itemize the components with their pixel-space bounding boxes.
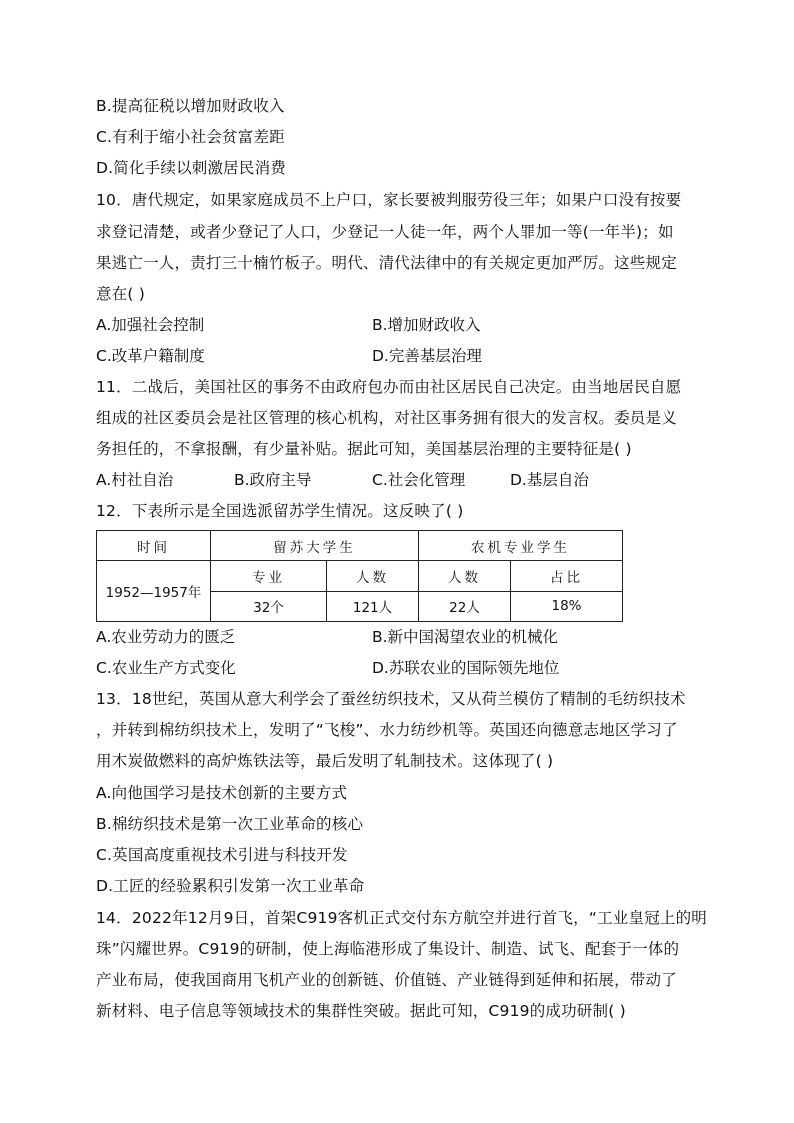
q13-stem-line: 用木炭做燃料的高炉炼铁法等，最后发明了轧制技术。这体现了( ) — [96, 752, 554, 770]
table-header-group-agri-machinery: 农机专业学生 — [419, 531, 623, 561]
study-abroad-table — [96, 530, 623, 622]
q10-stem-line: 意在( ) — [96, 285, 146, 303]
table-subheader-count: 人数 — [327, 561, 419, 592]
table-cell-ratio: 18% — [511, 591, 623, 622]
q14-stem-line: 珠”闪耀世界。C919的研制，使上海临港形成了集设计、制造、试飞、配套于一体的 — [96, 940, 680, 958]
q10-option-a: A.加强社会控制 — [96, 316, 205, 334]
q12-option-d: D.苏联农业的国际领先地位 — [372, 659, 560, 677]
q14-stem-line: 产业布局，使我国商用飞机产业的创新链、价值链、产业链得到延伸和拓展，带动了 — [96, 971, 677, 989]
table-header-time: 时间 — [97, 531, 211, 561]
q14-stem-line: 14．2022年12月9日，首架C919客机正式交付东方航空并进行首飞，“工业皇冠上的明 — [96, 909, 707, 927]
q11-stem-line: 组成的社区委员会是社区管理的核心机构，对社区事务拥有很大的发言权。委员是义 — [96, 409, 677, 427]
q14-stem-line: 新材料、电子信息等领域技术的集群性突破。据此可知，C919的成功研制( ) — [96, 1002, 626, 1020]
q13-option-a: A.向他国学习是技术创新的主要方式 — [96, 784, 348, 802]
q12-stem: 12．下表所示是全国选派留苏学生情况。这反映了( ) — [96, 502, 464, 520]
q9-option-c: C.有利于缩小社会贫富差距 — [96, 128, 285, 146]
table-subheader-ratio: 占比 — [511, 561, 623, 592]
q11-option-b: B.政府主导 — [234, 471, 312, 489]
q12-option-a: A.农业劳动力的匮乏 — [96, 628, 236, 646]
q10-option-b: B.增加财政收入 — [372, 316, 481, 334]
q9-option-d: D.简化手续以刺激居民消费 — [96, 159, 286, 177]
q13-option-b: B.棉纺织技术是第一次工业革命的核心 — [96, 815, 364, 833]
q10-option-c: C.改革户籍制度 — [96, 347, 205, 365]
table-cell-students: 121人 — [327, 591, 419, 622]
q13-stem-line: 13．18世纪，英国从意大利学会了蚕丝纺织技术，又从荷兰模仿了精制的毛纺织技术 — [96, 690, 686, 708]
q13-stem-line: ，并转到棉纺织技术上，发明了“飞梭”、水力纺纱机等。英国还向德意志地区学习了 — [96, 721, 678, 739]
q13-option-c: C.英国高度重视技术引进与科技开发 — [96, 846, 348, 864]
q11-stem-line: 务担任的，不拿报酬，有少量补贴。据此可知，美国基层治理的主要特征是( ) — [96, 440, 632, 458]
q12-option-c: C.农业生产方式变化 — [96, 659, 236, 677]
table-subheader-major: 专业 — [211, 561, 327, 592]
q10-stem-line: 求登记清楚，或者少登记了人口，少登记一人徒一年，两个人罪加一等(一年半)；如 — [96, 223, 674, 241]
q12-option-b: B.新中国渴望农业的机械化 — [372, 628, 559, 646]
table-subheader-count: 人数 — [419, 561, 511, 592]
q11-option-a: A.村社自治 — [96, 471, 174, 489]
q11-stem-line: 11．二战后，美国社区的事务不由政府包办而由社区居民自己决定。由当地居民自愿 — [96, 378, 682, 396]
table-cell-agri-students: 22人 — [419, 591, 511, 622]
table-cell-majors: 32个 — [211, 591, 327, 622]
q11-option-d: D.基层自治 — [510, 471, 589, 489]
q9-option-b: B.提高征税以增加财政收入 — [96, 97, 285, 115]
table-row — [97, 561, 623, 592]
q10-option-d: D.完善基层治理 — [372, 347, 482, 365]
table-header-group-soviet-students: 留苏大学生 — [211, 531, 419, 561]
table-cell-period: 1952—1957年 — [97, 561, 211, 622]
q10-stem-line: 10．唐代规定，如果家庭成员不上户口，家长要被判服劳役三年；如果户口没有按要 — [96, 191, 682, 209]
q13-option-d: D.工匠的经验累积引发第一次工业革命 — [96, 877, 365, 895]
q11-option-c: C.社会化管理 — [372, 471, 466, 489]
q10-stem-line: 果逃亡一人，责打三十楠竹板子。明代、清代法律中的有关规定更加严厉。这些规定 — [96, 254, 677, 272]
table-header-row — [97, 531, 623, 561]
